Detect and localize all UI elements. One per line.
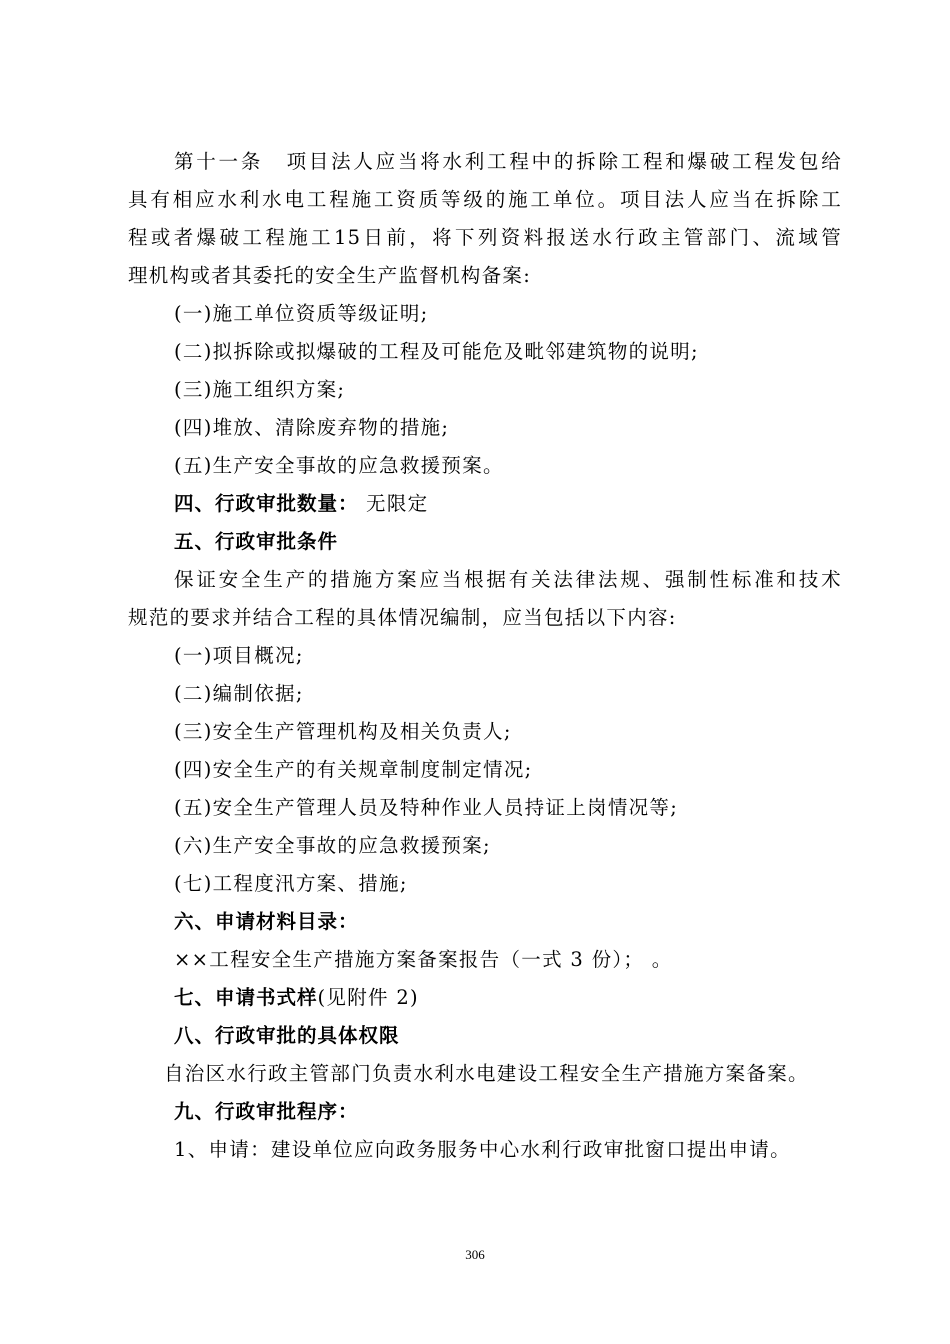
section-8-text: 自治区水行政主管部门负责水利水电建设工程安全生产措施方案备案。 [164, 1062, 809, 1085]
section-9-text: 1、申请：建设单位应向政务服务中心水利行政审批窗口提出申请。 [174, 1138, 791, 1161]
section-7-note: (见附件 2) [317, 986, 419, 1009]
section-5-heading: 五、行政审批条件 [174, 530, 339, 553]
article-11-item: (三)施工组织方案; [174, 378, 346, 401]
article-11-text-line: 项目法人应当将水利工程中的拆除工程和爆破工程发包给 [285, 150, 842, 173]
article-11-label: 第十一条 [174, 150, 264, 173]
section-5-item: (二)编制依据; [174, 682, 304, 705]
article-11-text-line: 程或者爆破工程施工15日前，将下列资料报送水行政主管部门、流域管 [128, 226, 842, 249]
section-4-value: 无限定 [366, 492, 429, 515]
section-5-text-line: 保证安全生产的措施方案应当根据有关法律法规、强制性标准和技术 [174, 568, 842, 591]
section-4 [128, 485, 842, 523]
article-11-first-line [128, 143, 842, 181]
article-11-text-line: 具有相应水利水电工程施工资质等级的施工单位。项目法人应当在拆除工 [128, 188, 842, 211]
section-5-item: (五)安全生产管理人员及特种作业人员持证上岗情况等; [174, 796, 679, 819]
article-11-item: (四)堆放、清除废弃物的措施; [174, 416, 450, 439]
section-8-heading: 八、行政审批的具体权限 [174, 1024, 400, 1047]
section-5-item: (七)工程度汛方案、措施; [174, 872, 408, 895]
section-5-text-line: 规范的要求并结合工程的具体情况编制，应当包括以下内容: [128, 606, 677, 629]
section-9-heading: 九、行政审批程序： [174, 1100, 359, 1123]
section-5-item: (三)安全生产管理机构及相关负责人; [174, 720, 512, 743]
page-number: 306 [465, 1247, 485, 1262]
section-5-item: (一)项目概况; [174, 644, 304, 667]
section-5-item: (六)生产安全事故的应急救援预案; [174, 834, 491, 857]
section-5-item: (四)安全生产的有关规章制度制定情况; [174, 758, 533, 781]
section-7-heading: 七、申请书式样 [174, 986, 318, 1009]
section-6-text: ××工程安全生产措施方案备案报告（一式 3 份）； 。 [174, 948, 673, 971]
section-6-heading: 六、申请材料目录： [174, 910, 359, 933]
article-11-item: (五)生产安全事故的应急救援预案。 [174, 454, 504, 477]
article-11-item: (二)拟拆除或拟爆破的工程及可能危及毗邻建筑物的说明; [174, 340, 699, 363]
page-content [128, 143, 842, 1169]
article-11-item: (一)施工单位资质等级证明; [174, 302, 429, 325]
section-4-heading: 四、行政审批数量： [174, 492, 359, 515]
section-7 [128, 979, 842, 1017]
article-11-text-line: 理机构或者其委托的安全生产监督机构备案: [128, 264, 532, 287]
